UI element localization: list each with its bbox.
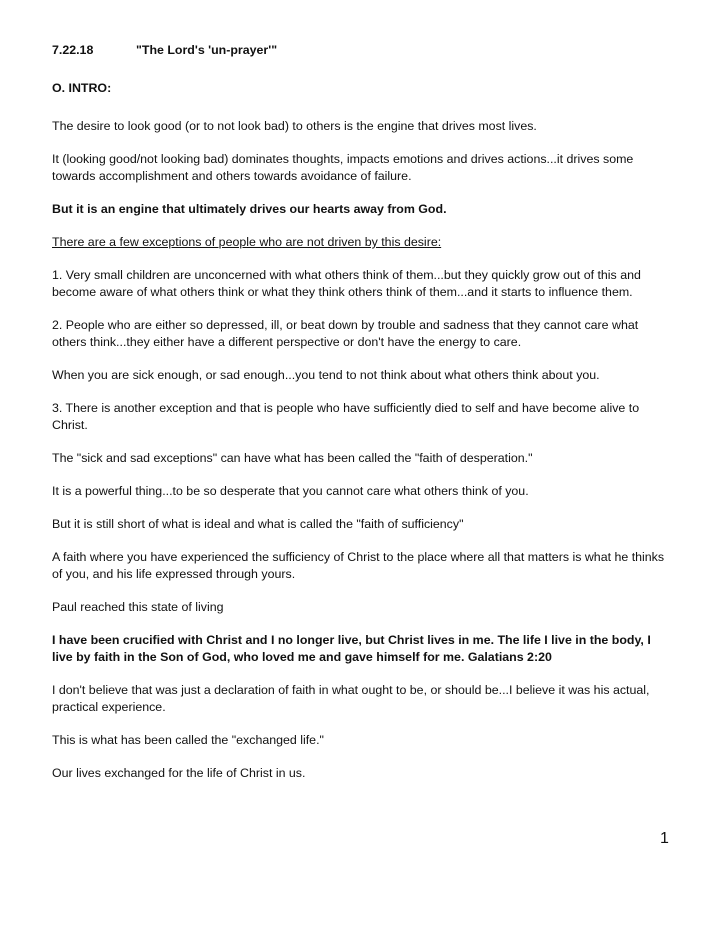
list-item-3: 3. There is another exception and that is people who have sufficiently died to self and have become alive to Christ. [52,401,640,432]
paragraph: It is a powerful thing...to be so desperate that you cannot care what others think of you. [52,484,529,498]
document-page [52,42,672,798]
scripture-quote: I have been crucified with Christ and I no longer live, but Christ lives in me. The life I live in the body, I live by faith in the Son of God, who loved me and gave himself for me. Galatians 2:20 [52,633,651,664]
paragraph-bold: But it is an engine that ultimately drives our hearts away from God. [52,202,447,216]
paragraph: Paul reached this state of living [52,600,224,614]
paragraph: The "sick and sad exceptions" can have what has been called the "faith of desperation." [52,451,533,465]
paragraph: The desire to look good (or to not look bad) to others is the engine that drives most lives. [52,119,537,133]
list-item-1: 1. Very small children are unconcerned with what others think of them...but they quickly grow out of this and become aware of what others think or what they think others think of them...and it starts to influence them. [52,268,641,299]
paragraph-underlined [52,234,672,251]
underlined-text: There are a few exceptions of people who are not driven by this desire: [52,235,442,249]
sermon-title: "The Lord's 'un-prayer'" [136,43,278,57]
paragraph: It (looking good/not looking bad) dominates thoughts, impacts emotions and drives actions...it drives some towards accomplishment and others towards avoidance of failure. [52,152,634,183]
list-item-2: 2. People who are either so depressed, ill, or beat down by trouble and sadness that they cannot care what others think...they either have a different perspective or don't have the energy to care. [52,318,639,349]
section-heading: O. INTRO: [52,81,112,95]
paragraph: This is what has been called the "exchanged life." [52,733,324,747]
document-header [52,42,672,59]
paragraph: Our lives exchanged for the life of Christ in us. [52,766,306,780]
page-number: 1 [660,830,669,847]
paragraph: When you are sick enough, or sad enough...you tend to not think about what others think about you. [52,368,600,382]
sermon-date: 7.22.18 [52,43,94,57]
paragraph: I don't believe that was just a declaration of faith in what ought to be, or should be...I believe it was his actual, practical experience. [52,683,650,714]
paragraph: A faith where you have experienced the sufficiency of Christ to the place where all that matters is what he thinks of you, and his life expressed through yours. [52,550,665,581]
paragraph: But it is still short of what is ideal and what is called the "faith of sufficiency" [52,517,464,531]
